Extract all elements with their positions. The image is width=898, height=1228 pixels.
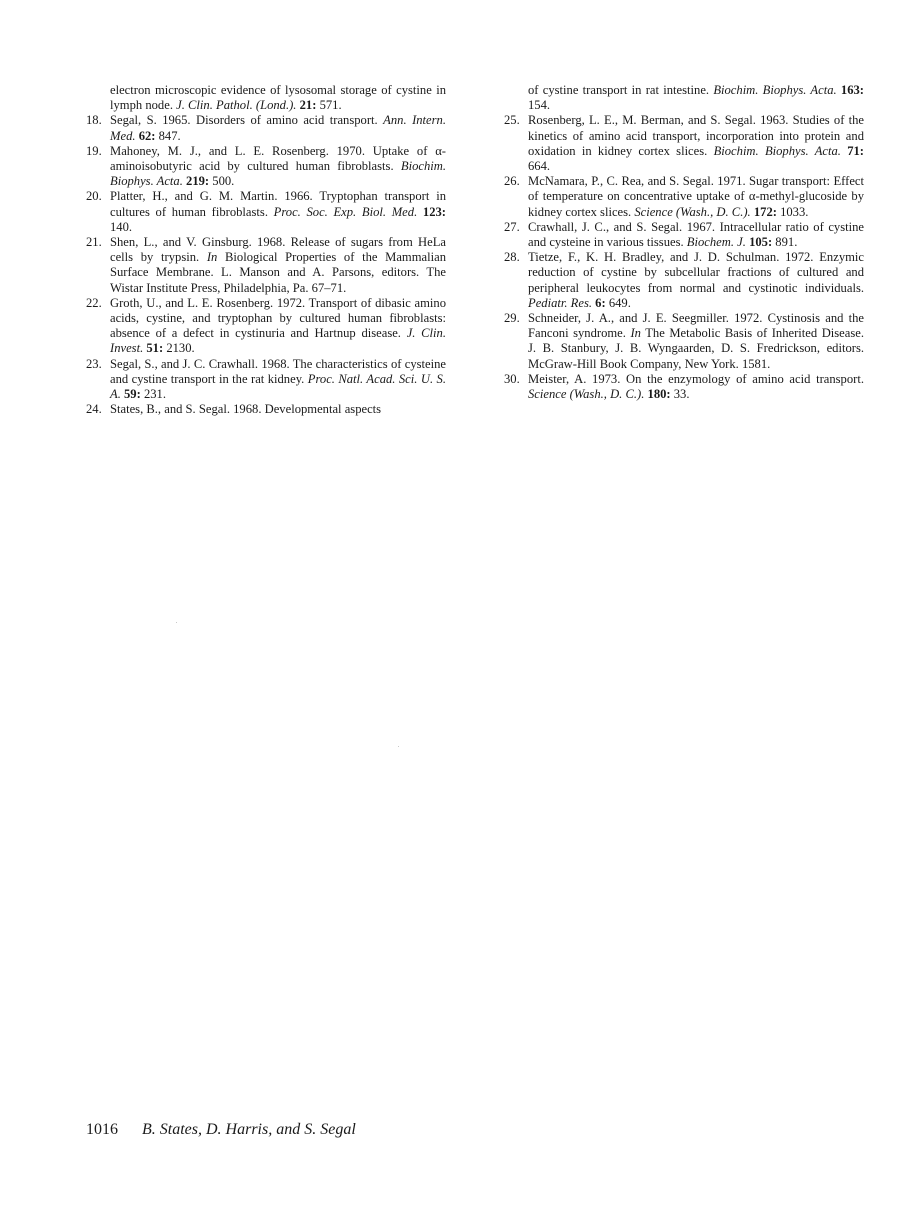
- reference-text: Shen, L., and V. Ginsburg. 1968. Release of sugars from HeLa cells by trypsin. In Biological Properties of the Mammalian Surface Membrane. L. Manson and A. Parsons, editors. The Wistar Institute Press, Philadelphia, Pa. 67–71.: [110, 235, 446, 295]
- reference-entry: [86, 83, 446, 113]
- reference-number: 24.: [86, 402, 102, 417]
- reference-text: McNamara, P., C. Rea, and S. Segal. 1971. Sugar transport: Effect of temperature on concentrative uptake of α-methyl-glucoside by kidney cortex slices. Science (Wash., D. C.). 172: 1033.: [528, 174, 864, 219]
- reference-text: of cystine transport in rat intestine. Biochim. Biophys. Acta. 163: 154.: [528, 83, 864, 113]
- reference-number: 27.: [504, 219, 520, 234]
- reference-number: 22.: [86, 295, 102, 310]
- reference-text: Mahoney, M. J., and L. E. Rosenberg. 1970. Uptake of α-aminoisobutyric acid by cultured human fibroblasts. Biochim. Biophys. Acta. 219: 500.: [110, 143, 446, 189]
- reference-text: Segal, S., and J. C. Crawhall. 1968. The characteristics of cysteine and cystine transport in the rat kidney. Proc. Natl. Acad. Sci. U. S. A. 59: 231.: [110, 356, 446, 402]
- reference-number: 25.: [504, 113, 520, 128]
- reference-column-left: [86, 83, 446, 417]
- reference-entry: [504, 113, 864, 174]
- reference-column-right: [504, 83, 864, 402]
- reference-text: Platter, H., and G. M. Martin. 1966. Tryptophan transport in cultures of human fibroblasts. Proc. Soc. Exp. Biol. Med. 123: 140.: [110, 189, 446, 234]
- scan-speck: [176, 622, 177, 623]
- reference-number: 20.: [86, 189, 102, 204]
- reference-text: Rosenberg, L. E., M. Berman, and S. Segal. 1963. Studies of the kinetics of amino acid transport, incorporation into protein and oxidation in kidney cortex slices. Biochim. Biophys. Acta. 71: 664.: [528, 113, 864, 174]
- reference-number: 21.: [86, 235, 102, 250]
- reference-text: Segal, S. 1965. Disorders of amino acid transport. Ann. Intern. Med. 62: 847.: [110, 113, 446, 143]
- reference-entry: [504, 83, 864, 113]
- reference-entry: [504, 220, 864, 250]
- running-footer-authors: B. States, D. Harris, and S. Segal: [142, 1121, 356, 1138]
- reference-number: 28.: [504, 250, 520, 265]
- reference-number: 18.: [86, 113, 102, 128]
- reference-text: Crawhall, J. C., and S. Segal. 1967. Intracellular ratio of cystine and cysteine in various tissues. Biochem. J. 105: 891.: [528, 219, 864, 250]
- page-number: 1016: [86, 1121, 118, 1138]
- reference-text: Tietze, F., K. H. Bradley, and J. D. Schulman. 1972. Enzymic reduction of cystine by subcellular fractions of cultured and peripheral leukocytes from normal and cystinotic individuals. Pediatr. Res. 6: 649.: [528, 250, 864, 310]
- reference-entry: [86, 296, 446, 357]
- reference-number: 23.: [86, 356, 102, 371]
- reference-text: States, B., and S. Segal. 1968. Developmental aspects: [110, 402, 382, 417]
- page-footer: [86, 1121, 356, 1139]
- reference-text: Groth, U., and L. E. Rosenberg. 1972. Transport of dibasic amino acids, cystine, and tryptophan by cultured human fibroblasts: absence of a defect in cystinuria and Hartnup disease. J. Clin. Invest. 51: 2130.: [110, 295, 446, 356]
- reference-number: 29.: [504, 311, 520, 326]
- reference-entry: [86, 144, 446, 190]
- reference-entry: [504, 372, 864, 402]
- reference-entry: [86, 235, 446, 296]
- reference-entry: [504, 174, 864, 220]
- reference-entry: [86, 402, 446, 417]
- reference-number: 26.: [504, 174, 520, 189]
- scan-speck: [398, 746, 399, 747]
- reference-number: 19.: [86, 143, 102, 158]
- reference-entry: [86, 189, 446, 235]
- reference-entry: [504, 250, 864, 311]
- reference-entry: [86, 357, 446, 403]
- reference-entry: [86, 113, 446, 143]
- reference-text: electron microscopic evidence of lysosomal storage of cystine in lymph node. J. Clin. Pathol. (Lond.). 21: 571.: [110, 83, 446, 113]
- reference-text: Schneider, J. A., and J. E. Seegmiller. 1972. Cystinosis and the Fanconi syndrome. In The Metabolic Basis of Inherited Disease. J. B. Stanbury, J. B. Wyngaarden, D. S. Fredrickson, editors. McGraw-Hill Book Company, New York. 1581.: [528, 311, 865, 371]
- reference-number: 30.: [504, 371, 520, 386]
- reference-text: Meister, A. 1973. On the enzymology of amino acid transport. Science (Wash., D. C.). 180: 33.: [528, 371, 864, 402]
- reference-entry: [504, 311, 864, 372]
